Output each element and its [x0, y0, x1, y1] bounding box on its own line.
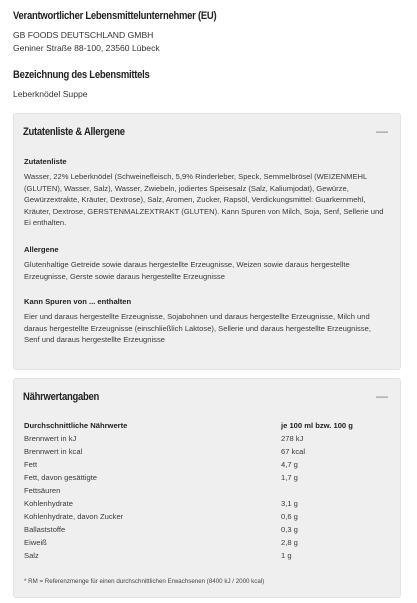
traces-text — [24, 311, 390, 346]
table-row — [24, 551, 390, 563]
nutrient-label: Eiweiß — [24, 538, 47, 547]
allergens-line: Erzeugnisse, Gerste sowie daraus hergestellte Erzeugnisse — [24, 271, 225, 281]
table-row — [24, 525, 390, 537]
traces-line: daraus hergestellte Erzeugnisse (einschließlich Laktose), Sellerie und daraus hergestellte Erzeugnisse, — [24, 323, 371, 333]
ingredients-text — [24, 171, 390, 229]
ingredients-heading: Zutatenliste — [24, 157, 67, 166]
allergens-heading: Allergene — [24, 245, 59, 254]
ingredients-line: Gewürzextrakte, Kräuter, Dextrose), Salz, Aromen, Zucker, Rapsöl, Verdickungsmittel: Guarkernmehl, — [24, 195, 366, 205]
allergens-text — [24, 259, 390, 282]
ingredients-line: Wasser, 22% Leberknödel (Schweinefleisch, 5,9% Rinderleber, Speck, Semmelbrösel (WEIZENMEHL — [24, 172, 368, 181]
table-row — [24, 538, 390, 550]
table-row — [24, 460, 390, 472]
ingredients-line: (GLUTEN), Wasser, Salz), Wasser, Zwiebeln, jodiertes Speisesalz (Salz, Kaliumjodat), Gewürze, — [24, 183, 349, 193]
collapse-icon[interactable]: — — [376, 124, 388, 138]
nutrient-label: Brennwert in kcal — [24, 447, 83, 456]
product-heading: Bezeichnung des Lebensmittels — [13, 69, 150, 81]
table-row — [24, 512, 390, 524]
table-row — [24, 486, 390, 498]
nutrient-label: Brennwert in kJ — [24, 434, 77, 443]
nutrient-label: Salz — [24, 551, 39, 560]
nutrition-footnote: * RM = Referenzmenge für einen durchschnittlichen Erwachsenen (8400 kJ / 2000 kcal) — [24, 578, 265, 585]
nutrition-panel — [13, 378, 401, 598]
product-name: Leberknödel Suppe — [13, 89, 88, 99]
nutrient-value: 67 kcal — [281, 447, 306, 456]
nutrient-label: Kohlenhydrate, davon Zucker — [24, 512, 124, 521]
traces-line: Senf und daraus hergestellte Erzeugnisse — [24, 335, 165, 345]
allergens-line: Glutenhaltige Getreide sowie daraus hergestellte Erzeugnisse, Weizen sowie daraus hergestellte — [24, 260, 350, 269]
nutrient-value: 278 kJ — [281, 434, 304, 443]
nutrient-label: Kohlenhydrate — [24, 499, 73, 508]
nutrient-value: 1,7 g — [281, 473, 298, 482]
nutrition-header-label: Durchschnittliche Nährwerte — [24, 421, 128, 430]
nutrition-panel-title[interactable]: Nährwertangaben — [23, 391, 100, 403]
nutrient-value: 4,7 g — [281, 460, 298, 469]
table-row — [24, 499, 390, 511]
collapse-icon[interactable]: — — [376, 389, 388, 403]
table-row — [24, 434, 390, 446]
nutrient-label: Ballaststoffe — [24, 525, 66, 534]
ingredients-line: Kräuter, Dextrose, GERSTENMALZEXTRAKT (GLUTEN). Kann Spuren von Milch, Soja, Senf, Sellerie und — [24, 206, 384, 216]
traces-heading: Kann Spuren von ... enthalten — [24, 297, 132, 306]
nutrient-value: 3,1 g — [281, 499, 298, 508]
ingredients-panel-title[interactable]: Zutatenliste & Allergene — [23, 126, 125, 138]
nutrient-value: 0,3 g — [281, 525, 298, 534]
nutrient-label: Fett, davon gesättigte — [24, 473, 98, 482]
table-row — [24, 473, 390, 485]
nutrient-label: Fettsäuren — [24, 486, 61, 495]
ingredients-line: Ei enthalten. — [24, 218, 67, 228]
operator-heading: Verantwortlicher Lebensmittelunternehmer (EU) — [13, 10, 217, 22]
nutrition-header-value: je 100 ml bzw. 100 g — [281, 421, 353, 430]
table-row — [24, 447, 390, 459]
nutrient-value: 2,8 g — [281, 538, 298, 547]
nutrient-label: Fett — [24, 460, 38, 469]
operator-company: GB FOODS DEUTSCHLAND GMBH — [13, 30, 154, 40]
nutrition-header-row — [24, 421, 390, 433]
nutrient-value: 0,6 g — [281, 512, 298, 521]
operator-address: Geniner Straße 88-100, 23560 Lübeck — [13, 43, 160, 53]
nutrient-value: 1 g — [281, 551, 292, 560]
ingredients-panel — [13, 113, 401, 370]
traces-line: Eier und daraus hergestellte Erzeugnisse, Sojabohnen und daraus hergestellte Erzeugnisse, Milch und — [24, 312, 370, 321]
